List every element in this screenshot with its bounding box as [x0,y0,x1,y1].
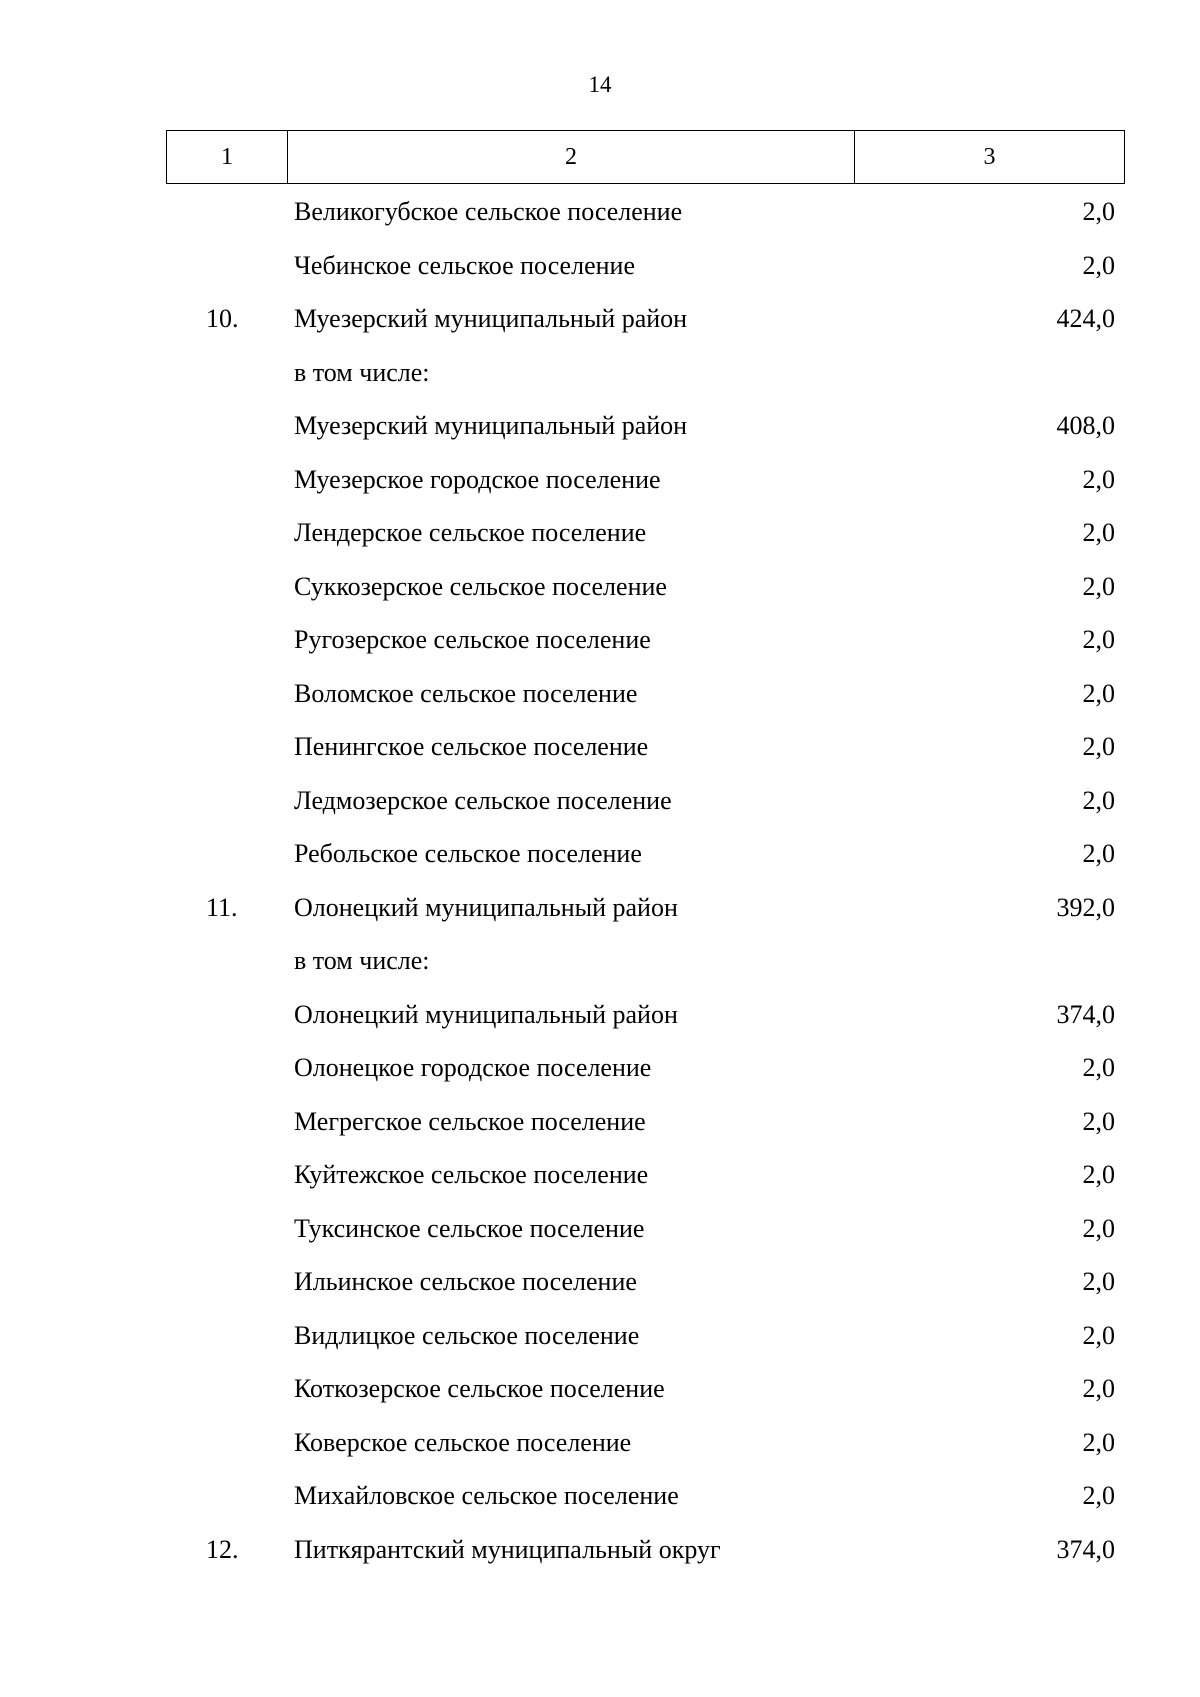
row-name: Олонецкий муниципальный район [294,892,678,922]
row-value: 2,0 [1082,785,1115,815]
row-number: 12. [206,1534,239,1564]
row-value: 2,0 [1082,250,1115,280]
table-row [166,1148,1121,1202]
row-number: 11. [206,892,238,922]
table-row [166,506,1121,560]
table-row [166,292,1121,346]
row-name: Коткозерское сельское поселение [294,1374,665,1403]
row-name: Лендерское сельское поселение [294,518,647,547]
table-row [166,934,1121,988]
row-name: Ильинское сельское поселение [294,1267,637,1296]
row-value: 2,0 [1082,571,1115,601]
row-name: Муезерское городское поселение [294,464,661,494]
row-name: Видлицкое сельское поселение [294,1320,640,1350]
row-name: Муезерский муниципальный район [294,411,688,440]
row-value: 424,0 [1056,304,1115,333]
row-name: Туксинское сельское поселение [294,1213,645,1243]
header-col-1: 1 [167,131,288,184]
row-name: Михайловское сельское поселение [294,1481,679,1510]
row-value: 2,0 [1082,518,1115,547]
table-row [166,1523,1121,1577]
row-name: Куйтежское сельское поселение [294,1160,649,1189]
row-number: 10. [206,304,239,333]
table-row [166,453,1121,507]
row-value: 2,0 [1082,839,1115,868]
table-row [166,1362,1121,1416]
table-row [166,1041,1121,1095]
row-name: Олонецкий муниципальный район [294,999,678,1029]
row-name: Ледмозерское сельское поселение [294,785,672,815]
table-row [166,988,1121,1042]
table-row [166,560,1121,614]
row-value: 2,0 [1082,197,1115,226]
row-value: 2,0 [1082,1213,1115,1243]
row-name: Олонецкое городское поселение [294,1053,652,1082]
table-header [166,130,1125,184]
row-value: 2,0 [1082,1481,1115,1510]
row-value: 2,0 [1082,1427,1115,1457]
row-name: в том числе: [294,357,430,387]
row-name: Мегрегское сельское поселение [294,1106,646,1136]
table-row [166,881,1121,935]
table-row [166,720,1121,774]
row-name: Муезерский муниципальный район [294,304,688,333]
table-row [166,1095,1121,1149]
row-value: 2,0 [1082,678,1115,708]
header-col-3: 3 [855,131,1125,184]
table-row [166,399,1121,453]
row-value: 2,0 [1082,625,1115,654]
page-number: 14 [588,72,612,97]
row-name: Коверское сельское поселение [294,1427,632,1457]
row-value: 374,0 [1056,1534,1115,1564]
table-row [166,1416,1121,1470]
row-value: 374,0 [1056,999,1115,1029]
row-name: Чебинское сельское поселение [294,250,635,280]
row-value: 2,0 [1082,732,1115,761]
row-value: 392,0 [1056,892,1115,922]
row-value: 2,0 [1082,1053,1115,1082]
table-row [166,827,1121,881]
row-value: 2,0 [1082,1106,1115,1136]
table-row [166,774,1121,828]
row-name: в том числе: [294,946,430,975]
row-name: Великогубское сельское поселение [294,197,683,226]
table-row [166,1469,1121,1523]
row-name: Питкярантский муниципальный округ [294,1534,721,1564]
table-row [166,239,1121,293]
row-value: 2,0 [1082,1267,1115,1296]
table-row [166,185,1121,239]
table-row [166,1309,1121,1363]
table-row [166,613,1121,667]
row-value: 2,0 [1082,1374,1115,1403]
row-name: Ребольское сельское поселение [294,839,642,868]
row-name: Воломское сельское поселение [294,678,638,708]
row-value: 2,0 [1082,464,1115,494]
row-value: 408,0 [1056,411,1115,440]
row-value: 2,0 [1082,1160,1115,1189]
row-name: Суккозерское сельское поселение [294,571,667,601]
header-col-2: 2 [288,131,855,184]
row-name: Ругозерское сельское поселение [294,625,651,654]
table-row [166,1255,1121,1309]
row-value: 2,0 [1082,1320,1115,1350]
row-name: Пенингское сельское поселение [294,732,649,761]
table-body [166,185,1121,1576]
table-row [166,1202,1121,1256]
table-row [166,346,1121,400]
table-row [166,667,1121,721]
header-row [167,131,1125,184]
